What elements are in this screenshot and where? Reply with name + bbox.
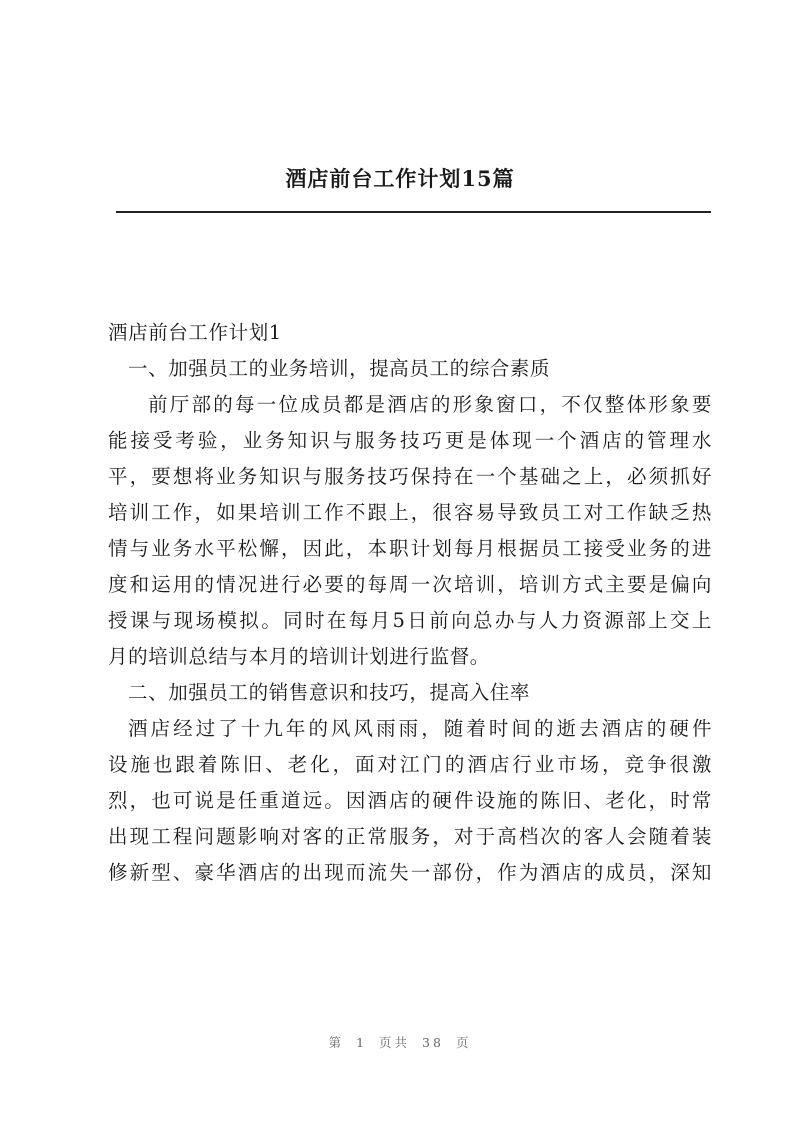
paragraph-line: 情与业务水平松懈，因此，本职计划每月根据员工接受业务的进 [108, 537, 712, 560]
paragraph-line: 烈，也可说是任重道远。因酒店的硬件设施的陈旧、老化，时常 [108, 789, 712, 812]
document-title: 酒店前台工作计划15篇 [285, 166, 515, 191]
footer-middle: 页共 [379, 1035, 411, 1050]
paragraph-line: 培训工作，如果培训工作不跟上，很容易导致员工对工作缺乏热 [108, 501, 712, 524]
title-underline [116, 211, 711, 213]
footer-prefix: 第 [328, 1035, 345, 1050]
heading-1: 一、加强员工的业务培训，提高员工的综合素质 [128, 357, 551, 380]
page-footer [0, 1033, 800, 1051]
paragraph-line: 前厅部的每一位成员都是酒店的形象窗口，不仅整体形象要 [148, 393, 712, 416]
footer-suffix: 页 [455, 1035, 472, 1050]
document-body [108, 315, 712, 891]
section-subtitle: 酒店前台工作计划1 [108, 321, 282, 344]
heading-2: 二、加强员工的销售意识和技巧，提高入住率 [128, 681, 531, 704]
paragraph-line: 月的培训总结与本月的培训计划进行监督。 [108, 645, 490, 668]
paragraph-line: 修新型、豪华酒店的出现而流失一部份，作为酒店的成员，深知 [108, 861, 712, 884]
footer-total-pages: 38 [422, 1035, 444, 1050]
paragraph-line: 平，要想将业务知识与服务技巧保持在一个基础之上，必须抓好 [108, 465, 712, 488]
footer-page-number: 1 [356, 1035, 368, 1050]
paragraph-line: 授课与现场模拟。同时在每月5日前向总办与人力资源部上交上 [108, 609, 712, 632]
paragraph-line: 度和运用的情况进行必要的每周一次培训，培训方式主要是偏向 [108, 573, 712, 596]
paragraph-line: 出现工程问题影响对客的正常服务，对于高档次的客人会随着装 [108, 825, 712, 848]
paragraph-line: 设施也跟着陈旧、老化，面对江门的酒店行业市场，竞争很激 [108, 753, 712, 776]
paragraph-line: 酒店经过了十九年的风风雨雨，随着时间的逝去酒店的硬件 [128, 717, 712, 740]
paragraph-line: 能接受考验，业务知识与服务技巧更是体现一个酒店的管理水 [108, 429, 712, 452]
